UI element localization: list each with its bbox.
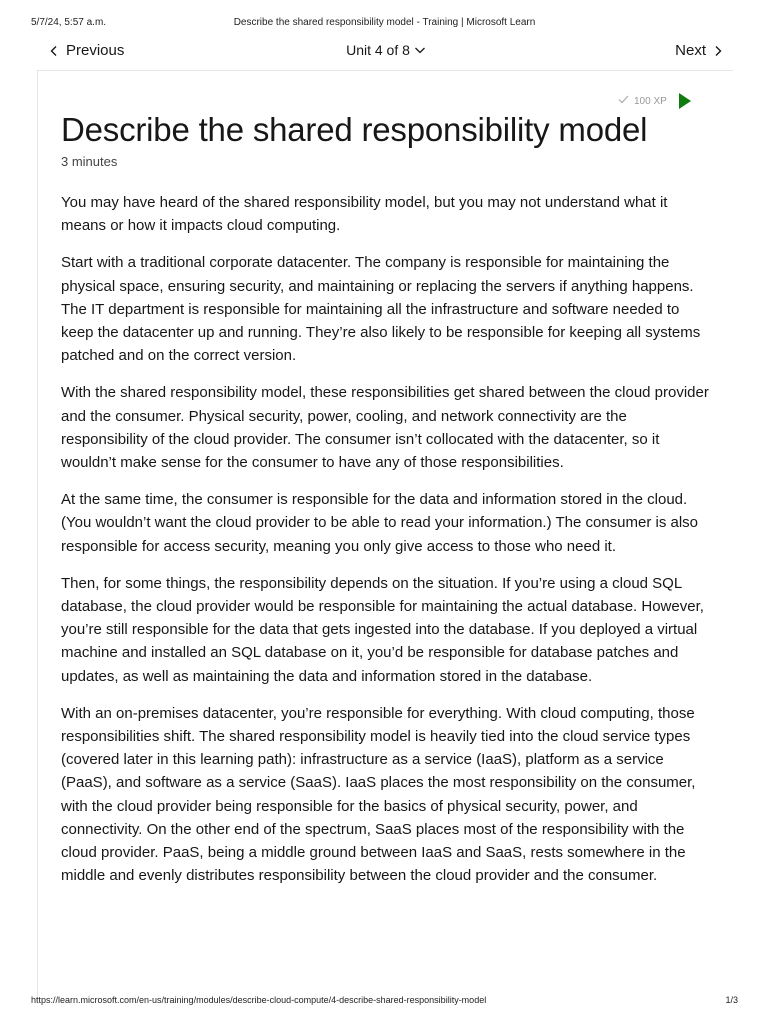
print-document-title: Describe the shared responsibility model - Training | Microsoft Learn (233, 17, 536, 28)
article-paragraph: Start with a traditional corporate datacenter. The company is responsible for maintaining the physical space, ensuring security, and maintaining or replacing the servers if anything happens. The IT department is responsible for maintaining all the infrastructure and software needed to keep the datacenter up and running. They’re also likely to be responsible for keeping all systems patched and on the correct version. (61, 254, 701, 365)
print-footer (31, 995, 738, 1009)
article-paragraph: You may have heard of the shared responsibility model, but you may not understand what it means or how it impacts cloud computing. (61, 194, 668, 235)
chevron-right-icon (712, 45, 724, 57)
unit-label: Unit 4 of 8 (346, 42, 410, 58)
xp-value: 100 XP (634, 95, 667, 107)
unit-selector[interactable] (48, 42, 724, 58)
article-paragraph: At the same time, the consumer is responsible for the data and information stored in the cloud. (You wouldn’t want the cloud provider to be able to read your information.) The consumer is also responsible for access security, meaning you only give access to those who need it. (61, 491, 699, 555)
article-paragraph: With the shared responsibility model, these responsibilities get shared between the cloud provider and the consumer. Physical security, power, cooling, and network connectivity are the responsibility of the cloud provider. The consumer isn’t collocated with the datacenter, so it wouldn’t make sense for the consumer to have any of those responsibilities. (61, 384, 709, 472)
reading-duration: 3 minutes (61, 154, 118, 169)
article-paragraph: Then, for some things, the responsibility depends on the situation. If you’re using a cloud SQL database, the cloud provider would be responsible for maintaining the actual database. However, you’re still responsible for the data that gets ingested into the database. If you deployed a virtual machine and installed an SQL database on it, you’d be responsible for database patches and updates, as well as maintaining the data and information stored in the database. (61, 574, 704, 685)
next-button[interactable] (675, 42, 724, 59)
article-paragraph: With an on-premises datacenter, you’re responsible for everything. With cloud computing, those responsibilities shift. The shared responsibility model is heavily tied into the cloud service types (covered later in this learning path): infrastructure as a service (IaaS), platform as a service (PaaS), and software as a service (SaaS). IaaS places the most responsibility on the consumer, with the cloud provider being responsible for the basics of physical security, power, and connectivity. On the other end of the spectrum, SaaS places most of the responsibility with the cloud provider. PaaS, being a middle ground between IaaS and SaaS, rests somewhere in the middle and evenly distributes responsibility between the cloud provider and the consumer. (61, 704, 696, 885)
unit-navigation (48, 42, 724, 66)
play-icon[interactable] (678, 93, 692, 109)
print-date: 5/7/24, 5:57 a.m. (31, 17, 107, 28)
page-number: 1/3 (725, 995, 738, 1005)
print-header (31, 17, 738, 31)
next-label: Next (675, 42, 706, 59)
previous-label: Previous (66, 42, 125, 59)
page-title: Describe the shared responsibility model (61, 111, 648, 148)
chevron-down-icon (414, 44, 426, 56)
article (61, 108, 711, 887)
xp-badge (618, 93, 692, 109)
checkmark-icon (618, 95, 629, 107)
page-url: https://learn.microsoft.com/en-us/training/modules/describe-cloud-compute/4-describe-shared-responsibility-model (31, 995, 487, 1005)
